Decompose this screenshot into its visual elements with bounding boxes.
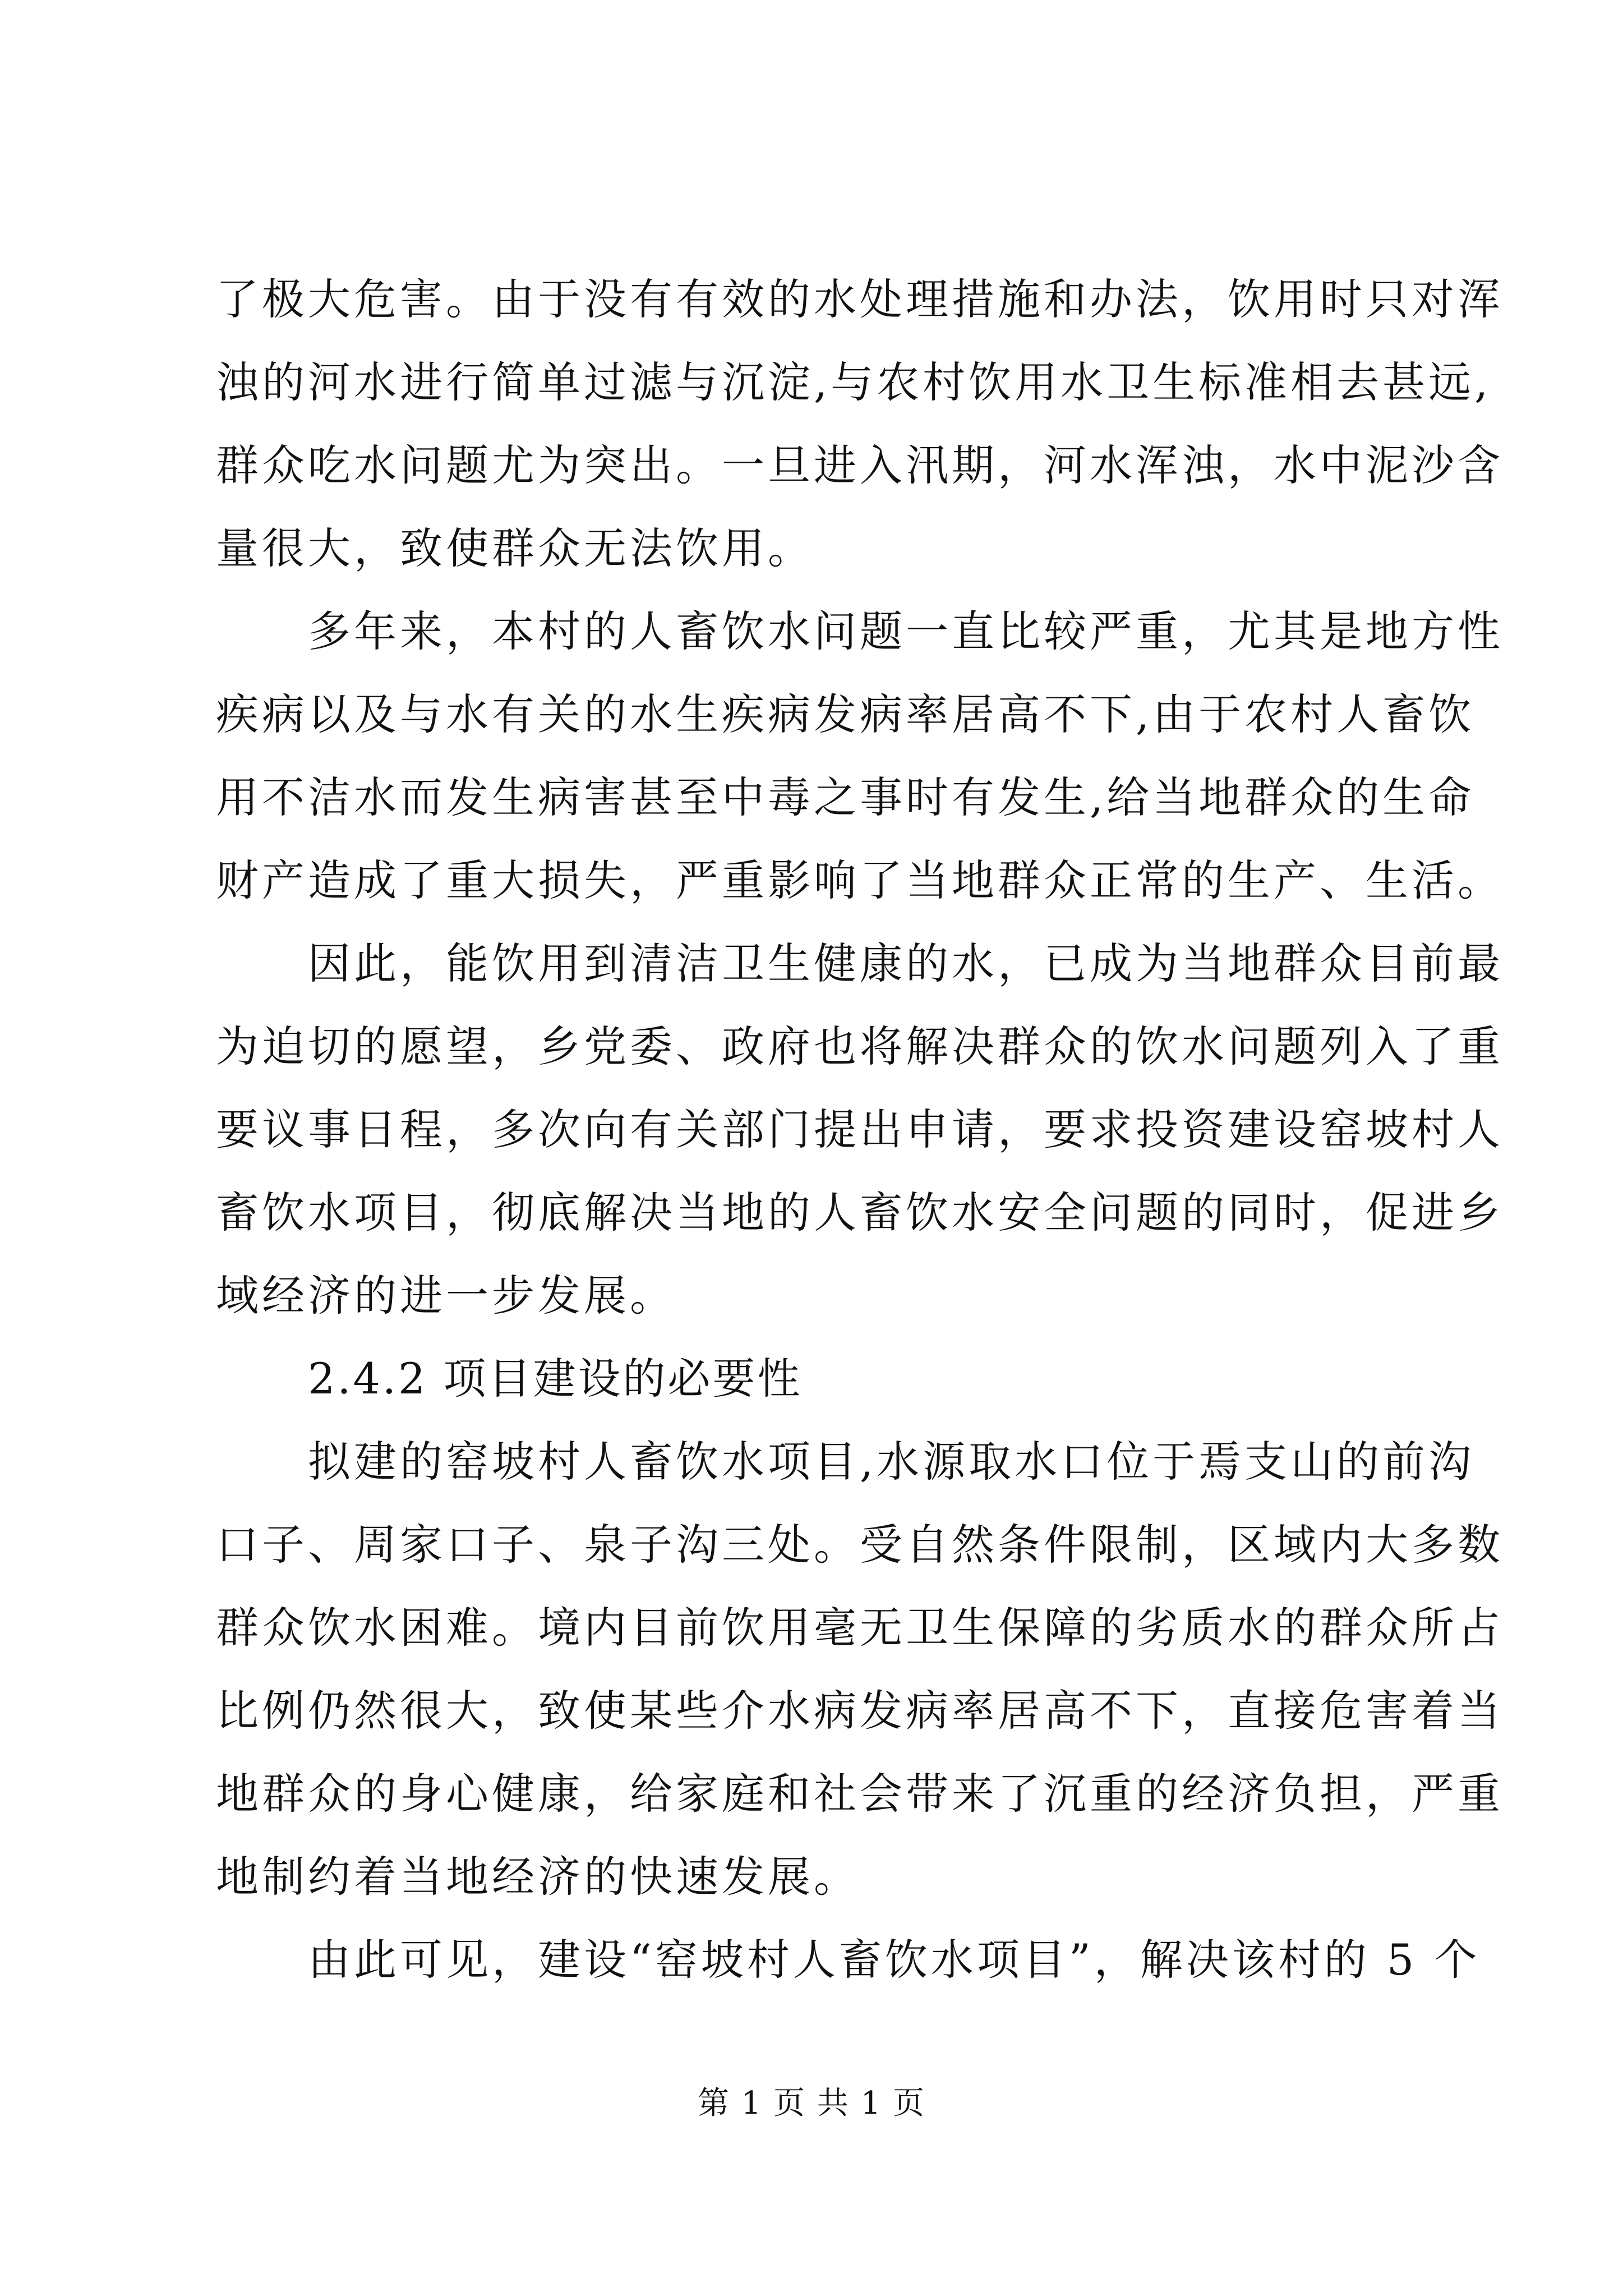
- paragraph-line: 比例仍然很大，致使某些介水病发病率居高不下，直接危害着当: [216, 1686, 1504, 1736]
- paragraph-line: 因此，能饮用到清洁卫生健康的水，已成为当地群众目前最: [308, 938, 1504, 988]
- paragraph-3: [216, 922, 1504, 1337]
- paragraph-line: 口子、周家口子、泉子沟三处。受自然条件限制，区域内大多数: [216, 1520, 1504, 1570]
- paragraph-line: 为迫切的愿望，乡党委、政府也将解决群众的饮水问题列入了重: [216, 1022, 1504, 1071]
- paragraph-line: 群众饮水困难。境内目前饮用毫无卫生保障的劣质水的群众所占: [216, 1603, 1504, 1653]
- paragraph-line: 由此可见，建设“窑坡村人畜饮水项目”，解决该村的 5 个: [308, 1935, 1481, 1985]
- paragraph-4: [216, 1420, 1504, 1918]
- paragraph-line: 地群众的身心健康，给家庭和社会带来了沉重的经济负担，严重: [216, 1769, 1504, 1819]
- paragraph-line: 多年来，本村的人畜饮水问题一直比较严重，尤其是地方性: [308, 606, 1504, 656]
- paragraph-2: [216, 590, 1504, 922]
- paragraph-line: 畜饮水项目，彻底解决当地的人畜饮水安全问题的同时，促进乡: [216, 1188, 1504, 1237]
- paragraph-5: [216, 1918, 1481, 2001]
- section-heading: 2.4.2 项目建设的必要性: [308, 1354, 803, 1404]
- paragraph-line: 地制约着当地经济的快速发展。: [216, 1852, 860, 1902]
- page-number-label: 第 1 页 共 1 页: [697, 2085, 926, 2122]
- document-body: [216, 258, 1504, 2001]
- paragraph-line: 要议事日程，多次向有关部门提出申请，要求投资建设窑坡村人: [216, 1105, 1504, 1154]
- paragraph-line: 用不洁水而发生病害甚至中毒之事时有发生,给当地群众的生命: [216, 772, 1475, 822]
- paragraph-line: 量很大，致使群众无法饮用。: [216, 523, 814, 573]
- paragraph-line: 疾病以及与水有关的水生疾病发病率居高不下,由于农村人畜饮: [216, 689, 1475, 739]
- paragraph-line: 了极大危害。由于没有有效的水处理措施和办法，饮用时只对浑: [216, 274, 1504, 324]
- paragraph-1: [216, 258, 1504, 590]
- paragraph-line: 拟建的窑坡村人畜饮水项目,水源取水口位于焉支山的前沟: [308, 1437, 1475, 1487]
- page-footer: [0, 2081, 1623, 2126]
- paragraph-line: 域经济的进一步发展。: [216, 1271, 676, 1320]
- paragraph-line: 财产造成了重大损失，严重影响了当地群众正常的生产、生活。: [216, 855, 1504, 905]
- paragraph-line: 群众吃水问题尤为突出。一旦进入汛期，河水浑浊，水中泥沙含: [216, 440, 1504, 490]
- paragraph-line: 浊的河水进行简单过滤与沉淀,与农村饮用水卫生标准相去甚远,: [216, 357, 1492, 407]
